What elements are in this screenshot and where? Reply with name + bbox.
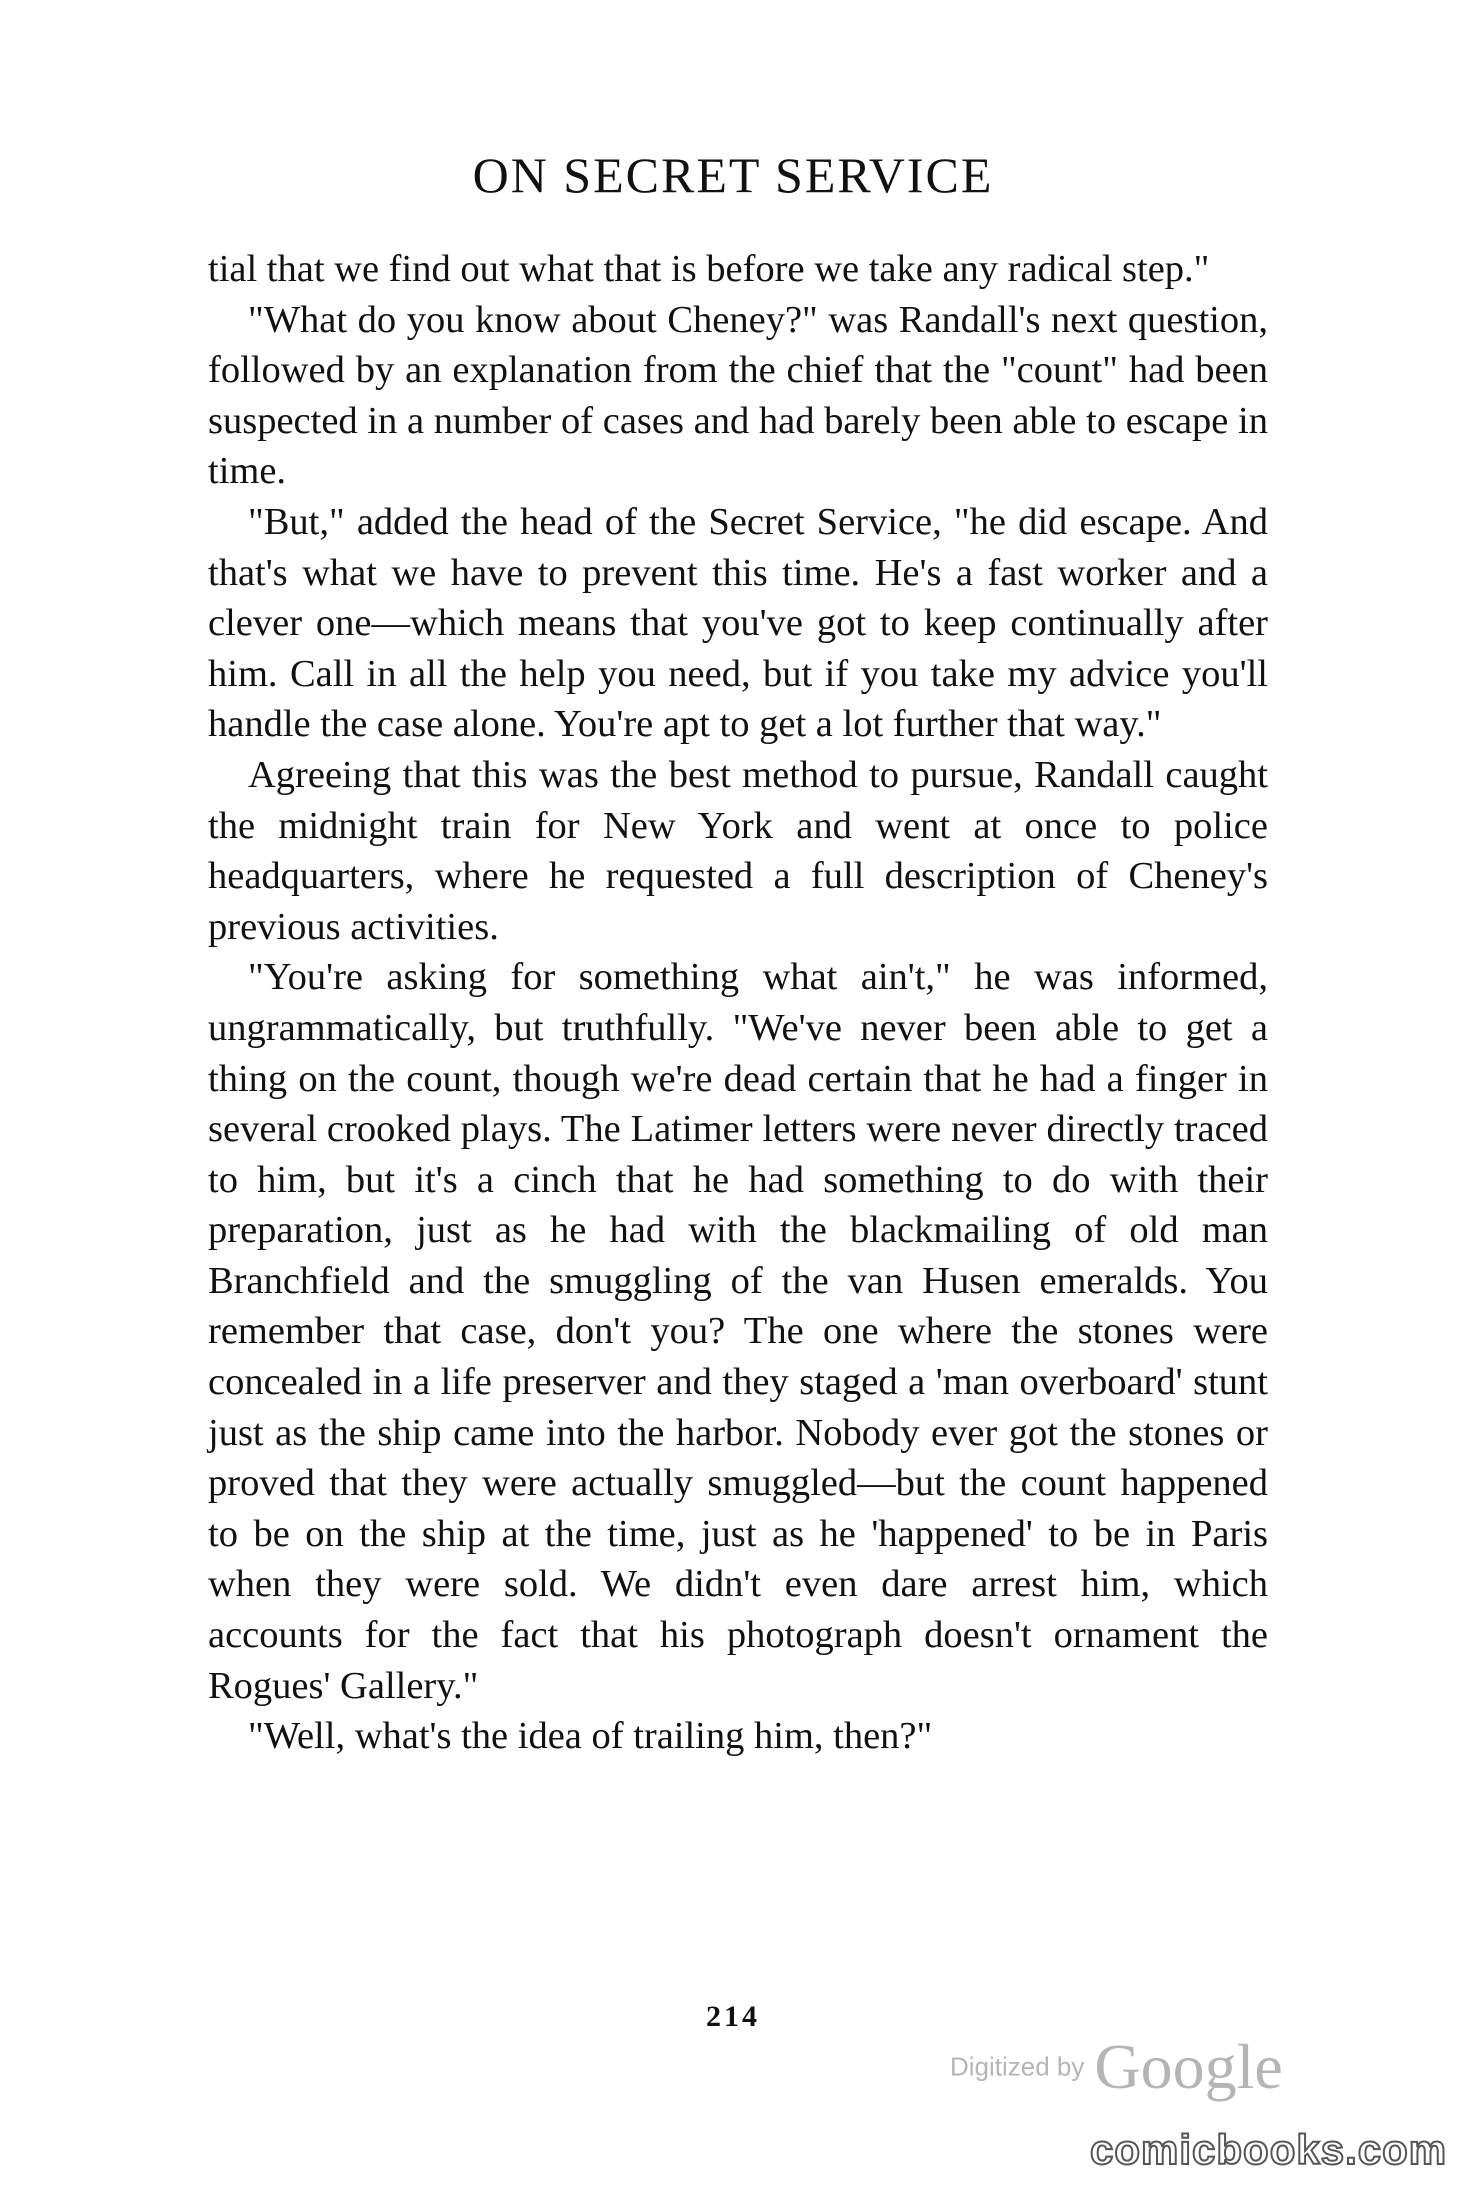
site-watermark: comicbooks.com xyxy=(1090,2126,1448,2173)
paragraph-2: "What do you know about Cheney?" was Randall's next question, followed by an explanation from the chief that the "count" had been suspected in a number of cases and had barely been able to escape in time. xyxy=(208,298,1268,493)
paragraph-4: Agreeing that this was the best method to pursue, Randall caught the midnight train for New York and went at once to police headquarters, where he requested a full description of Cheney's previous activities. xyxy=(208,753,1268,948)
paragraph-3: "But," added the head of the Secret Service, "he did escape. And that's what we have to prevent this time. He's a fast worker and a clever one—which means that you've got to keep continually after him. Call in all the help you need, but if you take my advice you'll handle the case alone. You're apt to get a lot further that way." xyxy=(208,500,1268,746)
page-header-title: ON SECRET SERVICE xyxy=(472,147,994,203)
paragraph-6: "Well, what's the idea of trailing him, then?" xyxy=(248,1715,933,1758)
paragraph-1: tial that we find out what that is before we take any radical step." xyxy=(208,248,1210,290)
page-number: 214 xyxy=(706,2000,760,2033)
digitized-prefix: Digitized by xyxy=(950,2051,1085,2082)
body-text xyxy=(208,244,1268,1762)
paragraph-5: "You're asking for something what ain't," he was informed, ungrammatically, but truthfully. "We've never been able to get a thing on the count, though we're dead certain that he had a finger in several crooked plays. The Latimer letters were never directly traced to him, but it's a cinch that he had something to do with their preparation, just as he had with the blackmailing of old man Branchfield and the smuggling of the van Husen emeralds. You remember that case, don't you? The one where the stones were concealed in a life preserver and they staged a 'man overboard' stunt just as the ship came into the harbor. Nobody ever got the stones or proved that they were actually smuggled—but the count happened to be on the ship at the time, just as he 'happened' to be in Paris when they were sold. We didn't even dare arrest him, which accounts for the fact that his photograph doesn't ornament the Rogues' Gallery." xyxy=(208,956,1268,1707)
google-logo-text: Google xyxy=(1094,2031,1283,2102)
digitized-by-google-stamp xyxy=(950,2030,1283,2104)
